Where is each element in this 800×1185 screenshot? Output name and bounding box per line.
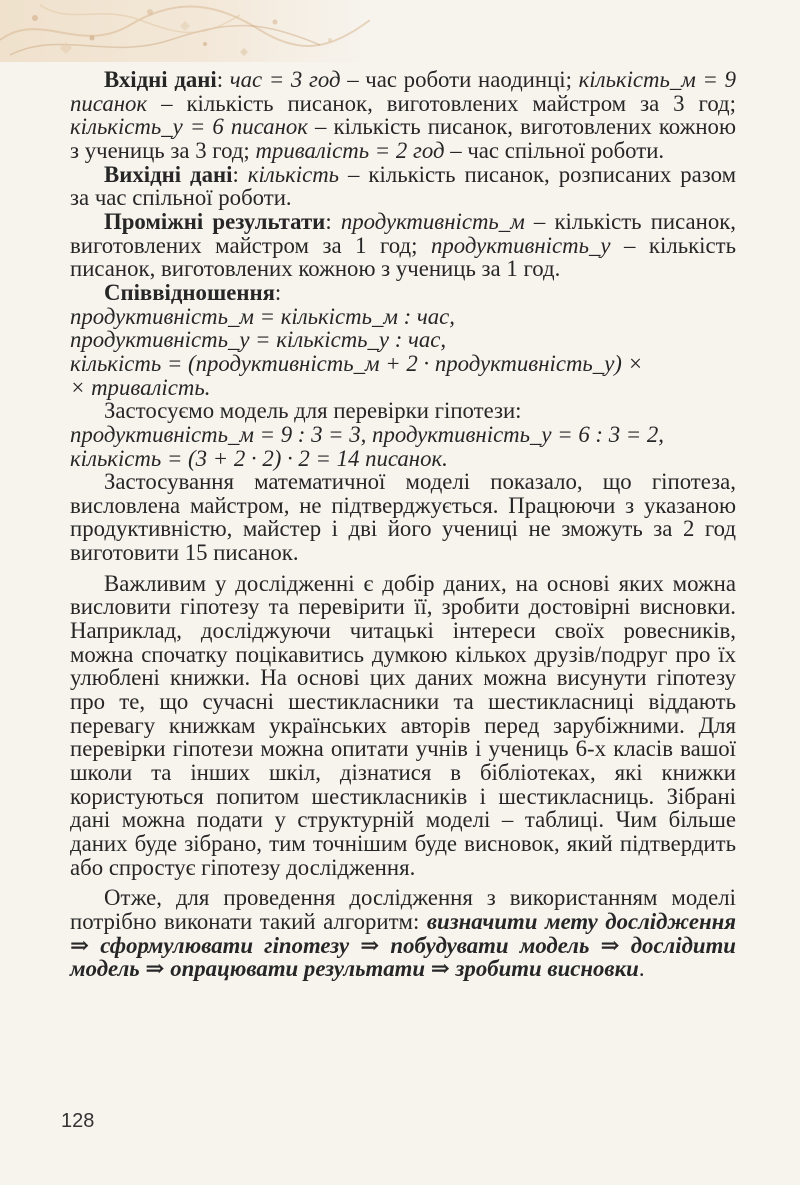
term-count-master: кількість_м = 9 писанок — [70, 67, 736, 116]
ornament-icon — [0, 0, 370, 62]
text-segment: – кількість писанок, виготовлених кожною з учениць за 3 год; — [70, 114, 736, 163]
formula-productivity-master: продуктивність_м = кількість_м : час, — [70, 303, 455, 329]
text-segment: . — [638, 956, 645, 982]
text-segment: – кількість писанок, розписаних разом за час спільної роботи. — [70, 161, 736, 211]
text-segment: Отже, для проведення дослідження з використанням моделі потрібно виконати такий алгоритм: — [70, 885, 736, 934]
formula-line — [70, 328, 736, 352]
output-data-label: Вихідні дані — [104, 161, 233, 187]
intermediate-results-colon: : — [325, 208, 332, 234]
formula-line — [70, 423, 736, 447]
formula-count: кількість = (продуктивність_м + 2 · продуктивність_у) × — [70, 350, 643, 376]
relations-colon: : — [274, 279, 282, 305]
term-productivity-student: продуктивність_у — [431, 232, 611, 258]
term-count-student: кількість_у = 6 писанок — [70, 114, 308, 140]
formula-line — [70, 376, 736, 400]
output-data-paragraph — [70, 163, 736, 210]
formula-productivity-student: продуктивність_у = кількість_у : час, — [70, 327, 447, 353]
term-productivity-master: продуктивність_м — [340, 208, 525, 234]
algorithm-steps: визначити мету дослідження ⇒ сформулювати гіпотезу ⇒ побудувати модель ⇒ дослідити модель ⇒ опрацювати результати ⇒ зробити висновки — [70, 908, 737, 982]
input-data-colon: : — [216, 67, 224, 92]
apply-model-paragraph: Застосуємо модель для перевірки гіпотези: — [104, 398, 522, 424]
text-segment — [223, 67, 230, 92]
data-selection-paragraph: Важливим у дослідженні є добір даних, на основі яких можна висловити гіпотезу та перевірити її, зробити достовірні висновки. Наприклад, досліджуючи читацькі інтереси своїх ровесників, можна спочатку поцікавитись думкою кількох друзів/подруг про їх улюблені книжки. На основі цих даних можна висунути гіпотезу про те, що сучасні шестикласники та шестикласниці віддають перевагу книжкам українських авторів перед зарубіжними. Для перевірки гіпотези можна опитати учнів і учениць 6-х класів вашої школи та інших шкіл, дізнатися в бібліотеках, які книжки користуються попитом шестикласників і шестикласниць. Зібрані дані можна подати у структурній моделі – таблиці. Чим більше даних буде зібрано, тим точнішим буде висновок, який підтвердить або спростує гіпотезу дослідження. — [70, 570, 736, 880]
formula-calc-count: кількість = (3 + 2 · 2) · 2 = 14 писанок. — [70, 445, 448, 471]
formula-line — [70, 352, 736, 376]
relations-heading — [70, 281, 736, 305]
intermediate-results-label: Проміжні результати — [104, 208, 326, 234]
term-duration: тривалість = 2 год — [255, 137, 445, 163]
input-data-label: Вхідні дані — [104, 67, 217, 92]
formula-line — [70, 447, 736, 471]
formula-calc-productivity: продуктивність_м = 9 : 3 = 3, продуктивність_у = 6 : 3 = 2, — [70, 421, 664, 447]
text-segment — [332, 209, 341, 234]
output-data-colon: : — [232, 161, 239, 187]
page-body — [70, 68, 736, 981]
algorithm-paragraph — [70, 886, 736, 981]
formula-line — [70, 305, 736, 329]
intermediate-results-paragraph — [70, 210, 736, 281]
term-count: кількість — [247, 161, 340, 187]
input-data-paragraph — [70, 68, 736, 163]
text-segment: – кількість писанок, виготовлених майстром за 1 год; — [70, 208, 736, 258]
decorative-corner-ornament — [0, 0, 370, 62]
formula-count-continued: × тривалість. — [70, 374, 211, 400]
page-number: 128 — [61, 1110, 95, 1132]
text-segment: – час спільної роботи. — [444, 137, 665, 163]
conclusion-paragraph: Застосування математичної моделі показало, що гіпотеза, висловлена майстром, не підтверджується. Працюючи з указаною продуктивністю, майстер і дві його учениці не зможуть за 2 год виготовити 15 писанок. — [70, 469, 736, 566]
text-segment: – кількість писанок, виготовлених майстром за 3 год; — [147, 90, 736, 116]
text-segment: – кількість писанок, виготовлених кожною з учениць за 1 год. — [70, 232, 736, 282]
relations-label: Співвідношення — [104, 279, 275, 305]
text-segment: – час роботи наодинці; — [340, 67, 579, 92]
term-time: час = 3 год — [229, 67, 341, 92]
text-segment — [239, 162, 248, 187]
